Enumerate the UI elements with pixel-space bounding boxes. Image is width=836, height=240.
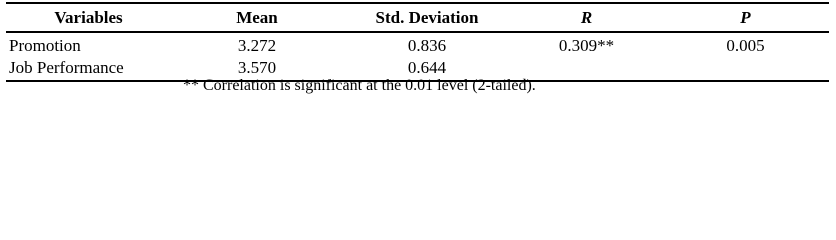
header-p: P: [662, 3, 829, 32]
significance-footnote: ** Correlation is significant at the 0.01 level (2-tailed).: [183, 77, 536, 94]
cell-mean: 3.272: [237, 36, 277, 55]
header-r: R: [511, 3, 662, 32]
header-mean: Mean: [171, 3, 343, 32]
header-variables: Variables: [6, 3, 171, 32]
table-header-row: [6, 3, 829, 32]
correlation-table-container: [6, 2, 829, 76]
cell-p: [662, 57, 829, 81]
correlation-table: [6, 2, 829, 82]
cell-p: 0.005: [726, 36, 765, 55]
cell-std-deviation: 0.644: [343, 57, 511, 81]
cell-r: 0.309**: [558, 36, 615, 55]
cell-mean: 3.570: [171, 57, 343, 81]
cell-variable: Promotion: [9, 36, 81, 55]
cell-variable: Job Performance: [6, 57, 171, 81]
header-std-deviation: Std. Deviation: [343, 3, 511, 32]
table-row: [6, 32, 829, 57]
cell-std-deviation: 0.836: [407, 36, 447, 55]
